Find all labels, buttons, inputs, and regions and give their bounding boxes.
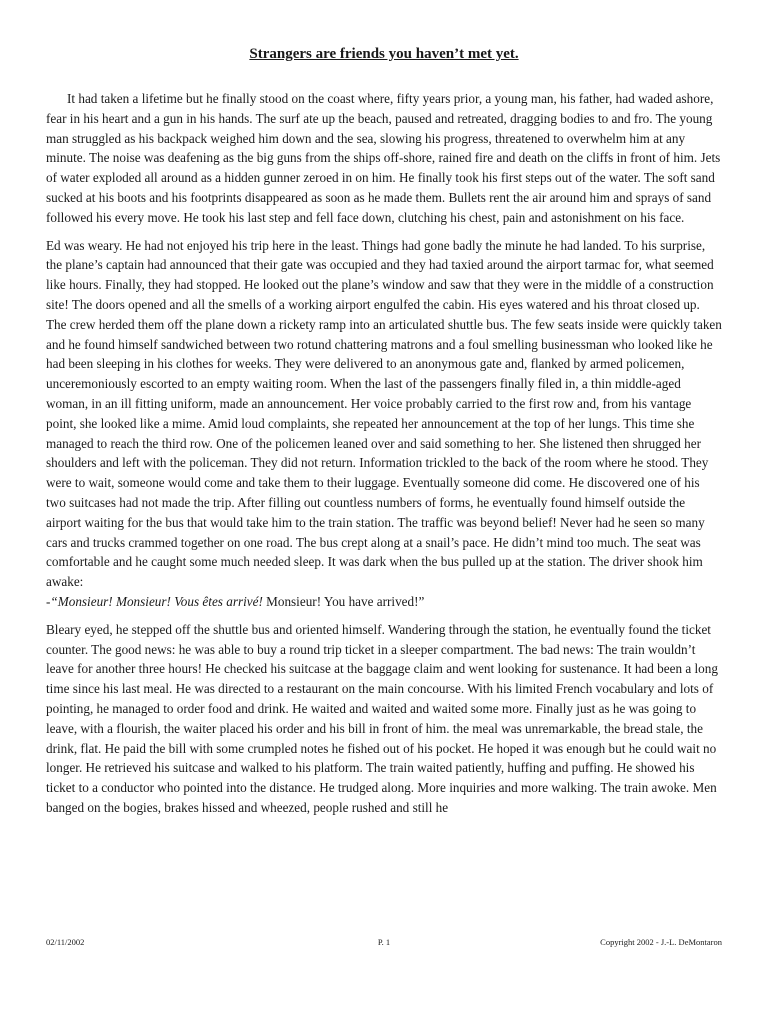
paragraph-2: Ed was weary. He had not enjoyed his trip here in the least. Things had gone badly the minute he had landed. To his surprise, the plane’s captain had announced that their gate was occupied and they had taxied around the airport tarmac for, what seemed like hours. Finally, they had stopped. He looked out the plane’s window and saw that they were in the middle of a construction site! The doors opened and all the smells of a working airport engulfed the cabin. His eyes watered and his throat closed up. The crew herded them off the plane down a rickety ramp into an articulated shuttle bus. The few seats inside were quickly taken and he found himself sandwiched between two rotund chattering matrons and a foul smelling businessman who looked like he had been sleeping in his clothes for weeks. They were delivered to an anonymous gate and, flanked by armed policemen, unceremoniously escorted to an empty waiting room. When the last of the passengers finally filed in, a thin middle-aged woman, in an ill fitting uniform, made an announcement. Her voice probably carried to the first row and, from his vantage point, she looked like a mime. Amid loud complaints, she repeated her announcement at the top of her lungs. This time she managed to reach the third row. One of the policemen leaned over and said something to her. She listened then shrugged her shoulders and left with the policeman. They did not return. Information trickled to the back of the room where he stood. They were to wait, someone would come and take them to their luggage. Eventually someone did come. He discovered one of his two suitcases had not made the trip. After filling out countless numbers of forms, he eventually found himself outside the airport waiting for the bus that would take him to the train station. The traffic was beyond belief! Never had he seen so many cars and trucks crammed together on one road. The bus crept along at a snail’s pace. He didn’t mind too much. The seat was comfortable and he caught some much needed sleep. It was dark when the bus pulled up at the station. The driver shook him awake: xyxy=(46,237,722,590)
paragraph-3: Bleary eyed, he stepped off the shuttle bus and oriented himself. Wandering through the station, he eventually found the ticket counter. The good news: he was able to buy a round trip ticket in a sleeper compartment. The bad news: The train wouldn’t leave for another three hours! He checked his suitcase at the baggage claim and went looking for sustenance. It had been a long time since his last meal. He was directed to a restaurant on the main concourse. With his limited French vocabulary and lots of pointing, he managed to order food and drink. He waited and waited and waited some more. Finally just as he was going to leave, with a flourish, the waiter placed his order and his bill in front of him. the meal was unremarkable, the bread stale, the drink, flat. He paid the bill with some crumpled notes he fished out of his pocket. He hoped it was enough but he could wait no longer. He retrieved his suitcase and walked to his platform. The train waited patiently, huffing and puffing. He showed his ticket to a conductor who pointed into the distance. He trudged along. More inquiries and more walking. The train awoke. Men banged on the bogies, brakes hissed and wheezed, people rushed and still he xyxy=(46,621,718,815)
document-body xyxy=(46,89,722,818)
paragraph-1: It had taken a lifetime but he finally stood on the coast where, fifty years prior, a young man, his father, had waded ashore, fear in his heart and a gun in his hands. The surf ate up the beach, paused and retreated, dragging bodies to and fro. The young man struggled as his backpack weighed him down and the sea, slowing his progress, threatened to overwhelm him at any minute. The noise was deafening as the big guns from the ships off-shore, rained fire and death on the cliffs in front of him. Jets of water exploded all around as a hidden gunner zeroed in on him. He finally took his first steps out of the water. The soft sand sucked at his boots and his footprints disappeared as soon as he made them. Bullets rent the air around him and sprays of sand followed his every move. He took his last step and fell face down, clutching his chest, pain and astonishment on his face. xyxy=(46,91,721,225)
footer-page-number: P. 1 xyxy=(377,937,391,947)
footer-copyright: Copyright 2002 - J.-L. DeMontaron xyxy=(600,937,722,947)
document-title: Strangers are friends you haven’t met yet. xyxy=(249,46,519,62)
quote-prefix: - xyxy=(46,593,51,609)
page-footer xyxy=(46,937,722,951)
quoted-dialogue xyxy=(46,592,722,612)
footer-date: 02/11/2002 xyxy=(46,937,85,947)
quote-french: “Monsieur! Monsieur! Vous êtes arrivé! xyxy=(50,593,263,609)
quote-english: Monsieur! You have arrived!” xyxy=(262,593,425,609)
